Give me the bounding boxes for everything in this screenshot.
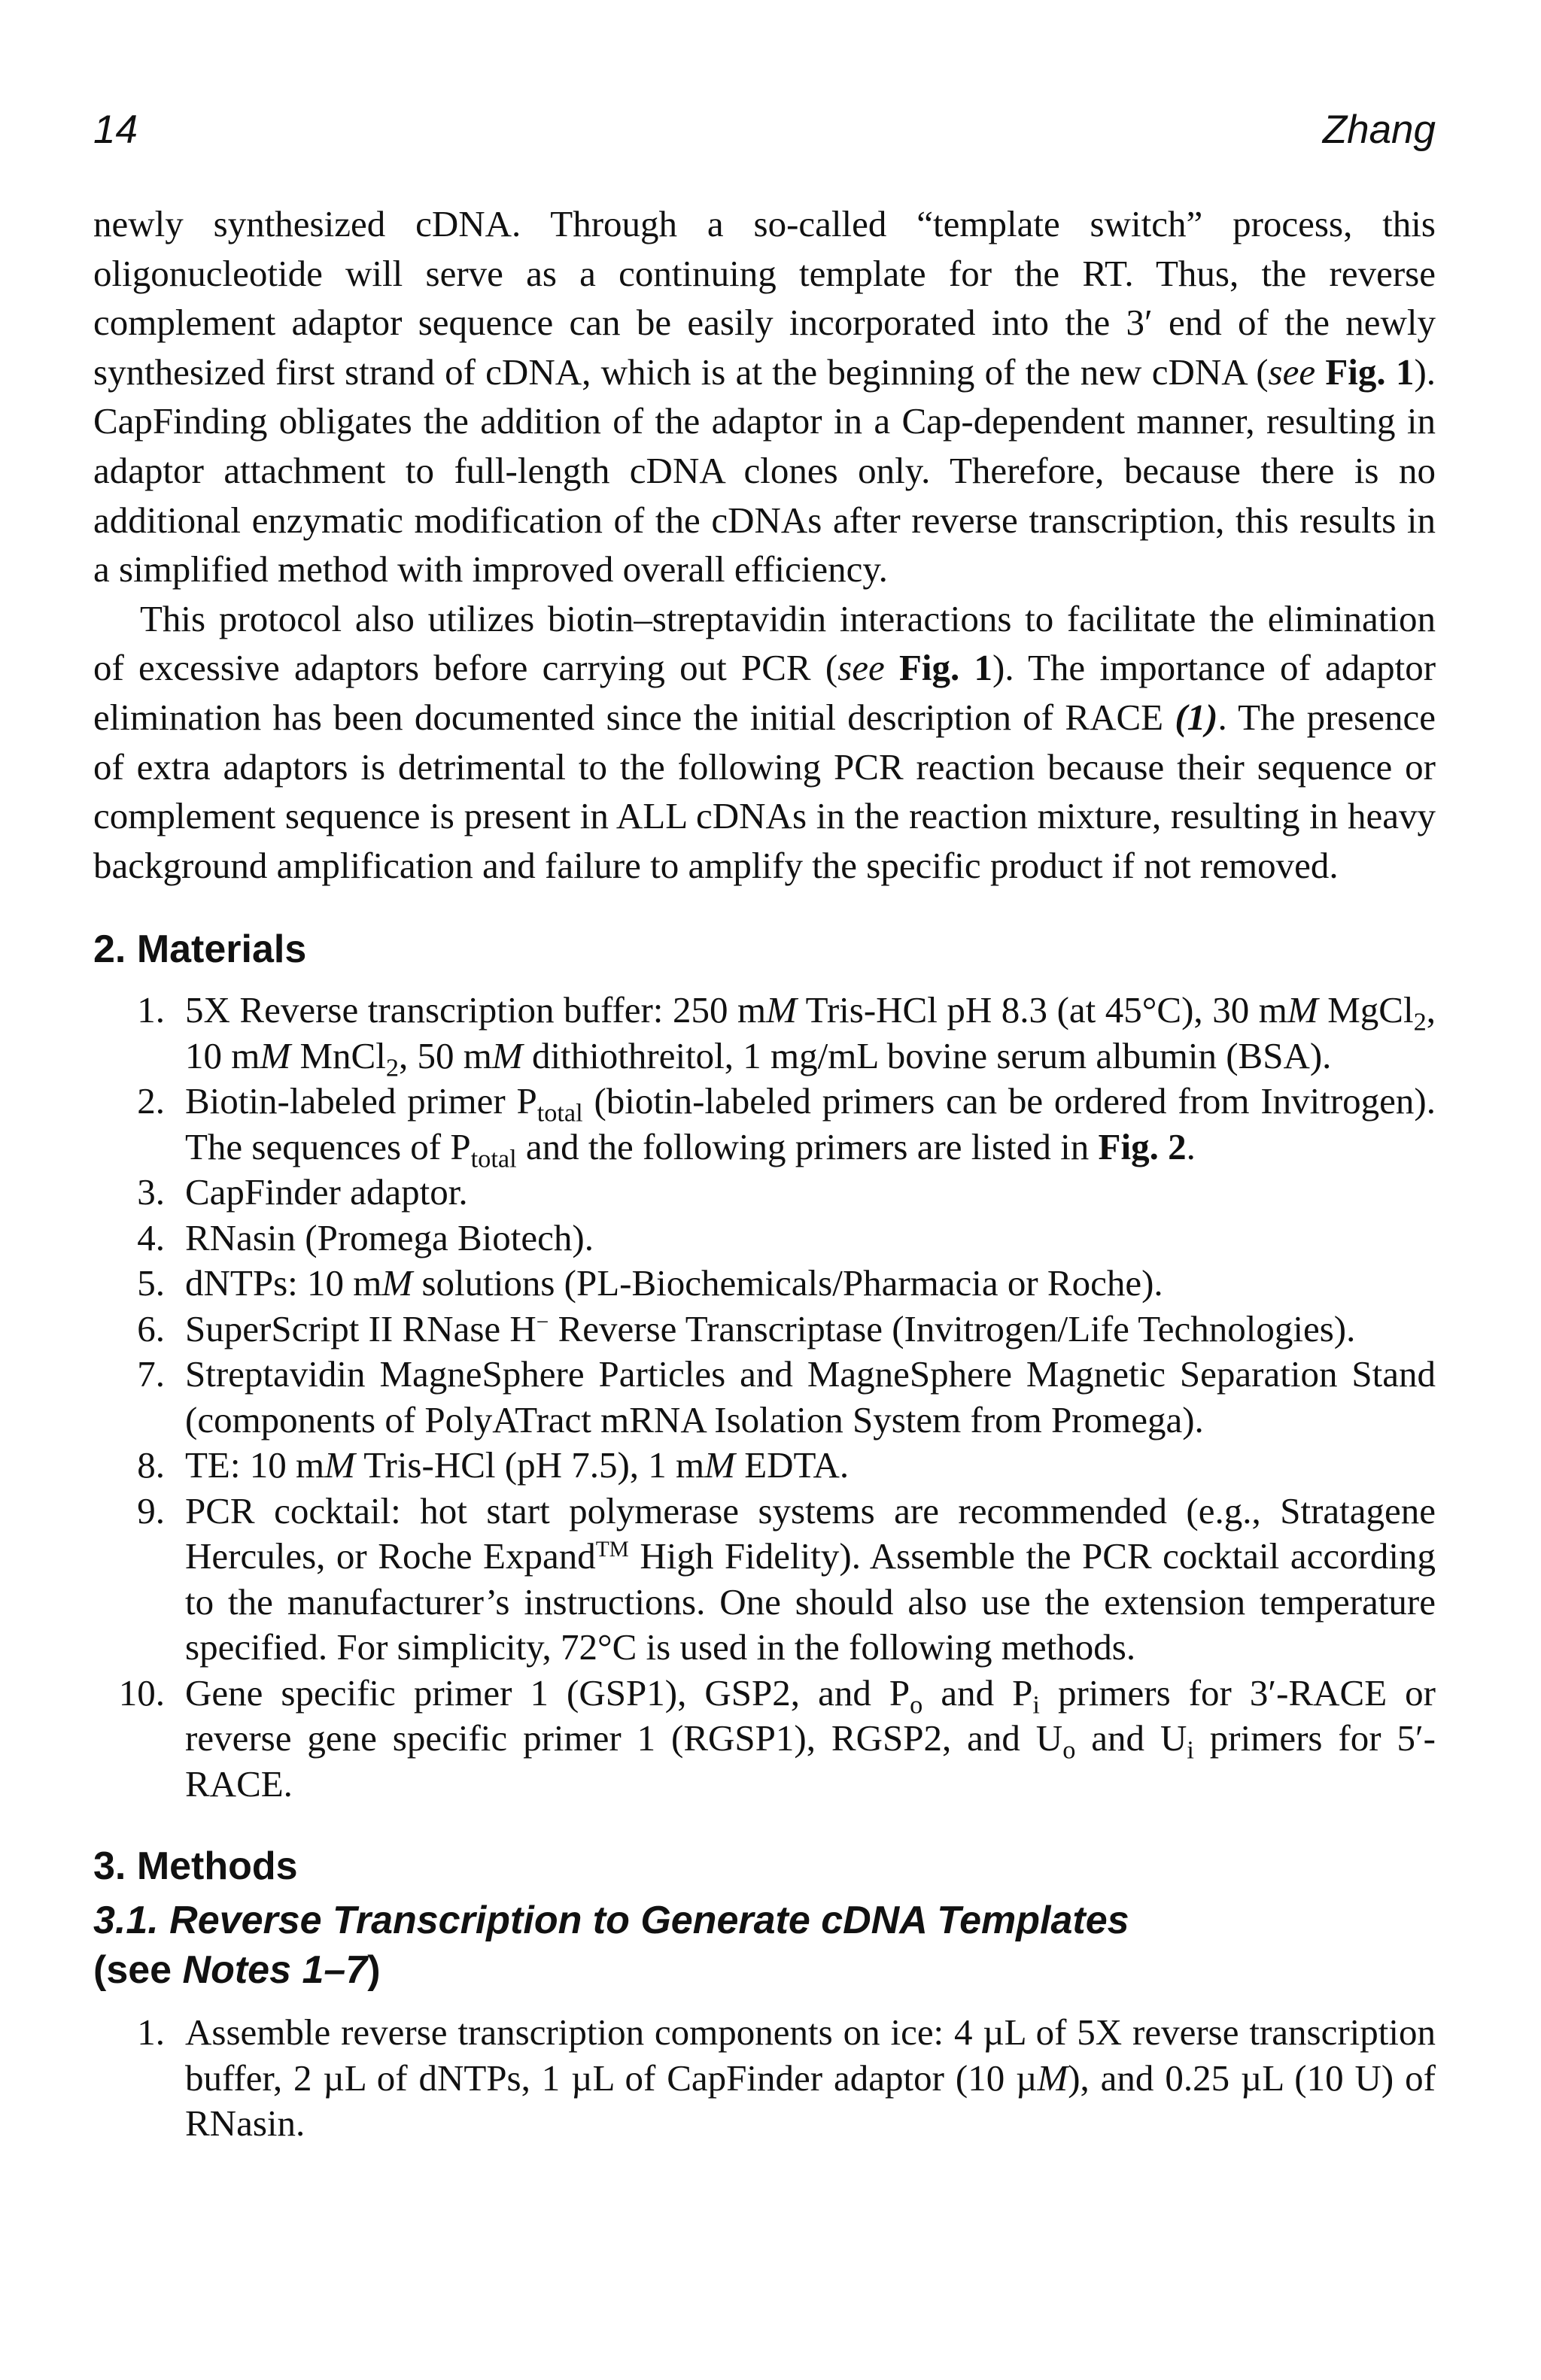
figure-ref: Fig. 2 bbox=[1098, 1125, 1187, 1167]
methods-subheading: 3.1. Reverse Transcription to Generate cDNA Templates (see Notes 1–7) bbox=[93, 1899, 1129, 1993]
materials-heading: 2. Materials bbox=[93, 927, 307, 972]
methods-heading: 3. Methods bbox=[93, 1844, 298, 1889]
list-item: 8. TE: 10 mM Tris-HCl (pH 7.5), 1 mM EDTA. bbox=[137, 1444, 850, 1486]
list-item: 3. CapFinder adaptor. bbox=[137, 1171, 468, 1213]
list-item: 7. Streptavidin MagneSphere Particles and MagneSphere Magnetic Separation Stand (components of PolyATract mRNA Isolation System from Promega). bbox=[137, 1353, 1436, 1440]
list-item: 4. RNasin (Promega Biotech). bbox=[137, 1216, 594, 1258]
figure-ref: Fig. 1 bbox=[899, 647, 993, 689]
list-item: 1. 5X Reverse transcription buffer: 250 mM Tris-HCl pH 8.3 (at 45°C), 30 mM MgCl$_2$, 10 mM MnCl$_2$, 50 mM dithiothreitol, 1 mg/mL bovine serum albumin (BSA). bbox=[137, 989, 1436, 1082]
methods-list bbox=[93, 2010, 1436, 2147]
figure-ref: Fig. 1 bbox=[1325, 351, 1415, 393]
list-item: 10. Gene specific primer 1 (GSP1), GSP2, and $P_o$ and $P_i$ primers for 3′-RACE or reverse gene specific primer 1 (RGSP1), RGSP2, and $U_o$ and $U_i$ primers for 5′-RACE. bbox=[118, 1671, 1436, 1805]
list-item: 1. Assemble reverse transcription components on ice: 4 µL of 5X reverse transcription buffer, 2 µL of dNTPs, 1 µL of CapFinder adaptor (10 µM), and 0.25 µL (10 U) of RNasin. bbox=[137, 2011, 1436, 2145]
list-item: 5. dNTPs: 10 mM solutions (PL-Biochemicals/Pharmacia or Roche). bbox=[137, 1262, 1163, 1304]
running-head bbox=[93, 107, 1436, 159]
running-head-author: Zhang bbox=[1322, 108, 1436, 152]
intro-paragraph-2: This protocol also utilizes biotin–streptavidin interactions to facilitate the elimination of excessive adaptors before carrying out PCR (see Fig. 1). The importance of adaptor elimination has been documented since the initial description of RACE (1). The presence of extra adaptors is detrimental to the following PCR reaction because their sequence or complement sequence is present in ALL cDNAs in the reaction mixture, resulting in heavy background amplification and failure to amplify the specific product if not removed. bbox=[93, 597, 1436, 886]
list-item: 9. PCR cocktail: hot start polymerase systems are recommended (e.g., Stratagene Hercules, or Roche Expand™ High Fidelity). Assemble the PCR cocktail according to the manufacturer’s instructions. One should also use the extension temperature specified. For simplicity, 72°C is used in the following methods. bbox=[137, 1489, 1436, 1668]
page-body bbox=[93, 199, 1436, 2147]
intro-paragraph-1: newly synthesized cDNA. Through a so-called “template switch” process, this oligonucleotide will serve as a continuing template for the RT. Thus, the reverse complement adaptor sequence can be easily incorporated into the 3′ end of the newly synthesized first strand of cDNA, which is at the beginning of the new cDNA (see Fig. 1). CapFinding obligates the addition of the adaptor in a Cap-dependent manner, resulting in adaptor attachment to full-length cDNA clones only. Therefore, because there is no additional enzymatic modification of the cDNAs after reverse transcription, this results in a simplified method with improved overall efficiency. bbox=[93, 203, 1436, 590]
citation-ref: (1) bbox=[1175, 696, 1218, 738]
list-item: 2. Biotin-labeled primer $P_{total}$ (biotin-labeled primers can be ordered from Invitrogen). The sequences of $P_{total}$ and the following primers are listed in Fig. 2. bbox=[137, 1080, 1436, 1173]
materials-list bbox=[93, 988, 1436, 1807]
list-item: 6. SuperScript II RNase H− Reverse Transcriptase (Invitrogen/Life Technologies). bbox=[137, 1307, 1356, 1349]
page-number: 14 bbox=[93, 108, 138, 152]
